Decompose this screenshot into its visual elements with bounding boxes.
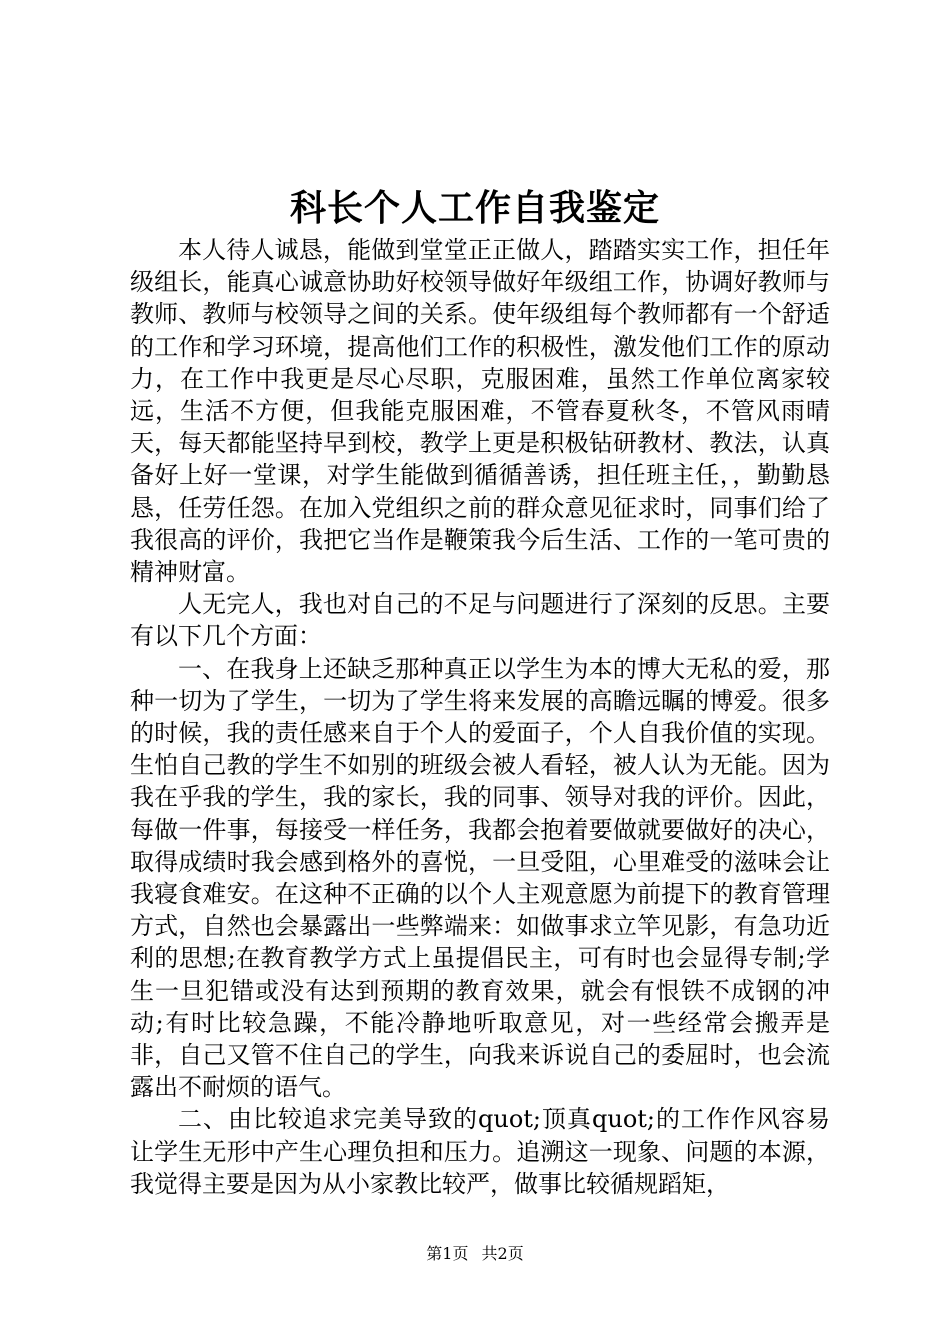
page-number-current: 第1页 <box>426 1244 469 1263</box>
paragraph-3: 一、在我身上还缺乏那种真正以学生为本的博大无私的爱，那种一切为了学生，一切为了学生将来发展的高瞻远瞩的博爱。很多的时候，我的责任感来自于个人的爱面子，个人自我价值的实现。生怕自己教的学生不如别的班级会被人看轻，被人认为无能。因为我在乎我的学生，我的家长，我的同事、领导对我的评价。因此，每做一件事，每接受一样任务，我都会抱着要做就要做好的决心，取得成绩时我会感到格外的喜悦，一旦受阻，心里难受的滋味会让我寝食难安。在这种不正确的以个人主观意愿为前提下的教育管理方式，自然也会暴露出一些弊端来：如做事求立竿见影，有急功近利的思想;在教育教学方式上虽提倡民主，可有时也会显得专制;学生一旦犯错或没有达到预期的教育效果，就会有恨铁不成钢的冲动;有时比较急躁，不能冷静地听取意见，对一些经常会搬弄是非，自己又管不住自己的学生，向我来诉说自己的委屈时，也会流露出不耐烦的语气。 <box>130 654 830 1102</box>
paragraph-1: 本人待人诚恳，能做到堂堂正正做人，踏踏实实工作，担任年级组长，能真心诚意协助好校领导做好年级组工作，协调好教师与教师、教师与校领导之间的关系。使年级组每个教师都有一个舒适的工作和学习环境，提高他们工作的积极性，激发他们工作的原动力，在工作中我更是尽心尽职，克服困难，虽然工作单位离家较远，生活不方便，但我能克服困难，不管春夏秋冬，不管风雨晴天，每天都能坚持早到校，教学上更是积极钻研教材、教法，认真备好上好一堂课，对学生能做到循循善诱，担任班主任，，勤勤恳恳，任劳任怨。在加入党组织之前的群众意见征求时，同事们给了我很高的评价，我把它当作是鞭策我今后生活、工作的一笔可贵的精神财富。 <box>130 236 830 587</box>
paragraph-4: 二、由比较追求完美导致的quot;顶真quot;的工作作风容易让学生无形中产生心理负担和压力。追溯这一现象、问题的本源，我觉得主要是因为从小家教比较严，做事比较循规蹈矩， <box>130 1105 830 1198</box>
document-title: 科长个人工作自我鉴定 <box>289 187 660 229</box>
document-body <box>130 234 830 1200</box>
page-footer <box>0 1243 950 1265</box>
paragraph-2: 人无完人，我也对自己的不足与问题进行了深刻的反思。主要有以下几个方面： <box>130 590 830 651</box>
page-number-total: 共2页 <box>481 1244 524 1263</box>
